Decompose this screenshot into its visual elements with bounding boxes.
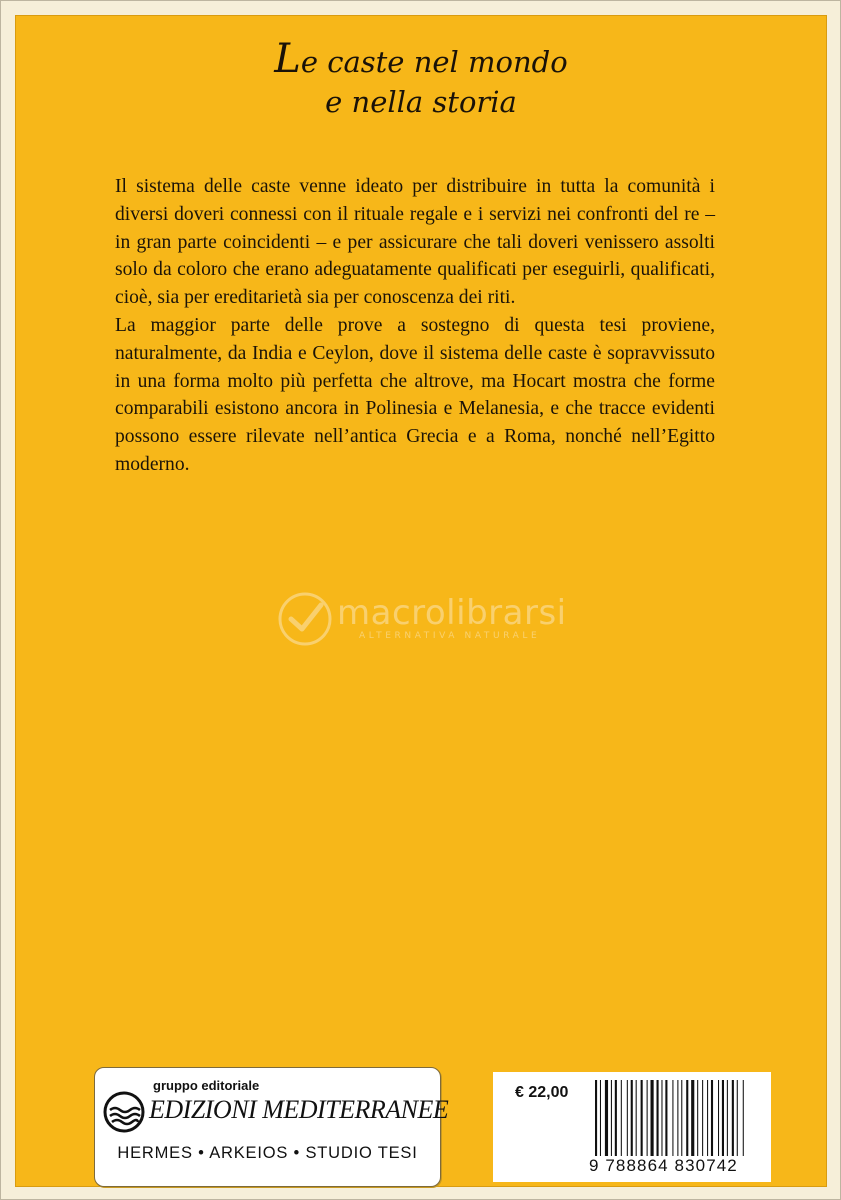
price-barcode-label (493, 1072, 771, 1182)
publisher-badge (94, 1067, 449, 1187)
title-line-2: e nella storia (325, 85, 517, 119)
barcode-bar (681, 1080, 682, 1156)
barcode-bar (651, 1080, 654, 1156)
barcode-digits: 9 788864 830742 (589, 1156, 738, 1175)
barcode-bar (737, 1080, 738, 1156)
title-line-1 (15, 36, 827, 82)
barcode-bar (686, 1080, 688, 1156)
barcode-bar (697, 1080, 698, 1156)
blurb-paragraph-2: La maggior parte delle prove a sostegno di questa tesi proviene, naturalmente, da India e Ceylon, dove il sistema delle caste è sopravvissuto in una forma molto più perfetta che altrove, ma Hocart mostra che forme comparabili esistono ancora in Polinesia e Melanesia, e che tracce evidenti possono essere rilevate nell’antica Grecia e a Roma, nonché nell’Egitto moderno. (115, 314, 715, 475)
barcode-bar (732, 1080, 734, 1156)
barcode-bar (647, 1080, 648, 1156)
publisher-name: EDIZIONI MEDITERRANEE (149, 1095, 449, 1124)
barcode-bar (718, 1080, 719, 1156)
wave-circle-logo-icon (102, 1090, 146, 1134)
blurb (115, 173, 715, 479)
macrolibrarsi-watermark (275, 585, 605, 655)
leaf-check-logo-icon (275, 589, 335, 649)
barcode-bar (631, 1080, 633, 1156)
barcode-bar (627, 1080, 628, 1156)
barcode-bar (636, 1080, 637, 1156)
publisher-group-label: gruppo editoriale (153, 1078, 260, 1093)
barcode-bar (657, 1080, 659, 1156)
barcode-bar (722, 1080, 724, 1156)
publisher-imprints: HERMES • ARKEIOS • STUDIO TESI (117, 1144, 418, 1162)
barcode-bar (691, 1080, 694, 1156)
title-initial: L (274, 36, 301, 82)
barcode-bar (611, 1080, 612, 1156)
barcode-bar (665, 1080, 667, 1156)
barcode-bar (677, 1080, 678, 1156)
back-cover (15, 15, 827, 1187)
watermark-tagline: ALTERNATIVA NATURALE (359, 631, 541, 641)
blurb-paragraph-1: Il sistema delle caste venne ideato per distribuire in tutta la comunità i diversi doveri connessi con il rituale regale e i servizi nei confronti del re – in gran parte coincidenti – e per assicurare che tali doveri venissero assolti solo da coloro che erano adeguatamente qualificati per eseguirli, qualificati, cioè, sia per ereditarietà sia per conoscenza dei riti. (115, 176, 715, 309)
barcode-bar (605, 1080, 608, 1156)
barcode-bar (621, 1080, 622, 1156)
watermark-name: macrolibrarsi (337, 593, 567, 633)
barcode-bar (615, 1080, 617, 1156)
barcode-bar (702, 1080, 703, 1156)
barcode-bar (707, 1080, 708, 1156)
isbn-barcode (593, 1080, 765, 1156)
barcode-bar (641, 1080, 643, 1156)
book-title (15, 36, 827, 122)
barcode-bar (672, 1080, 673, 1156)
barcode-bar (661, 1080, 662, 1156)
barcode-bar (595, 1080, 597, 1156)
barcode-bar (743, 1080, 744, 1156)
title-line-1-rest: e caste nel mondo (300, 45, 568, 79)
barcode-bar (600, 1080, 601, 1156)
price: € 22,00 (515, 1084, 569, 1101)
barcode-bar (711, 1080, 713, 1156)
barcode-bar (727, 1080, 728, 1156)
